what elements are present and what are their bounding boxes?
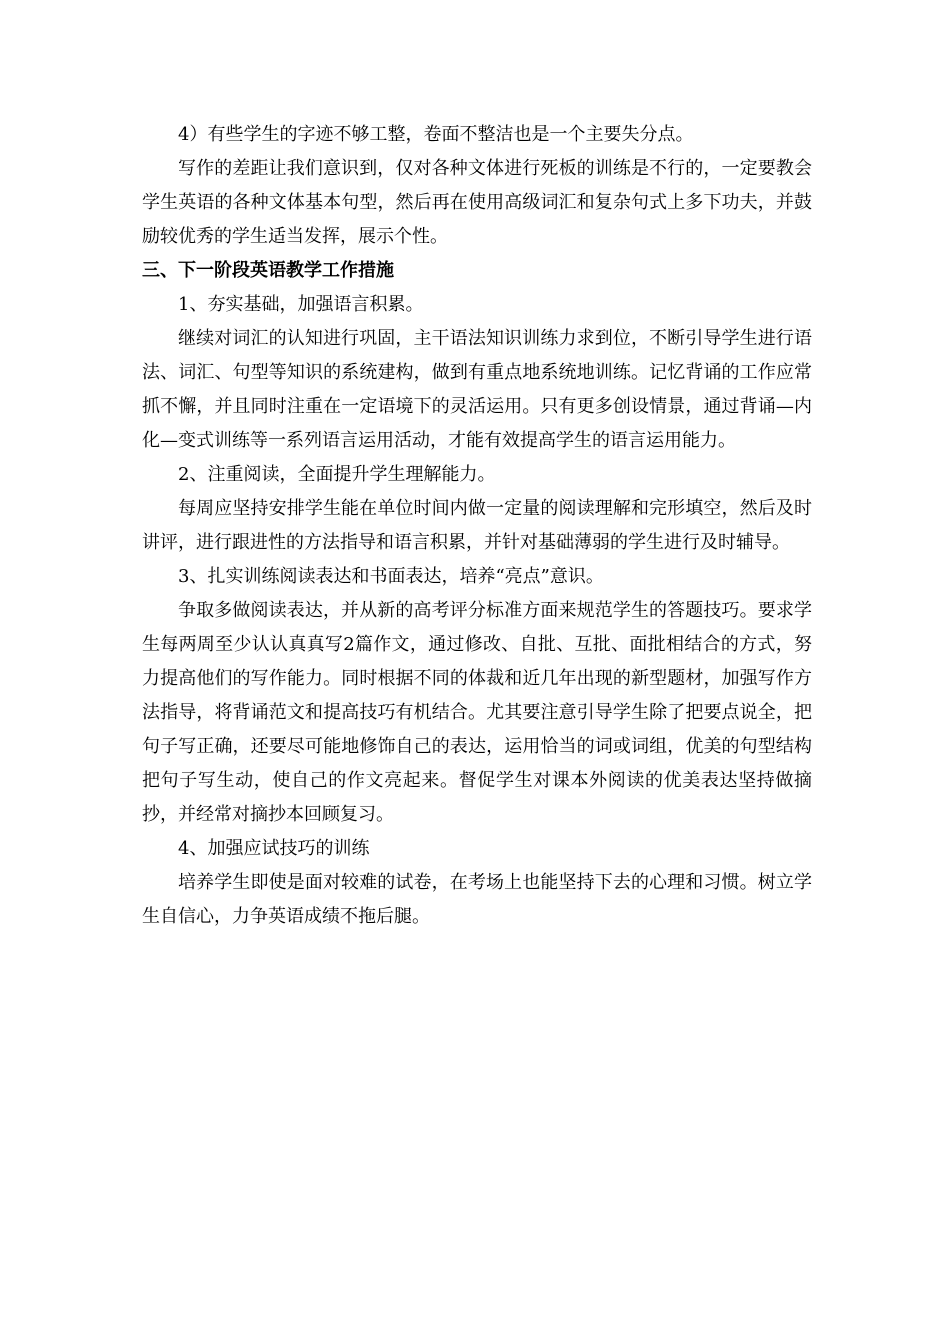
subheading-measure-4: 4、加强应试技巧的训练 bbox=[178, 838, 370, 859]
paragraph-measure-2-body: 每周应坚持安排学生能在单位时间内做一定量的阅读理解和完形填空，然后及时讲评，进行跟进性的方法指导和语言积累，并针对基础薄弱的学生进行及时辅导。 bbox=[142, 498, 812, 553]
paragraph-measure-3-body: 争取多做阅读表达，并从新的高考评分标准方面来规范学生的答题技巧。要求学生每两周至少认认真真写2篇作文，通过修改、自批、互批、面批相结合的方式，努力提高他们的写作能力。同时根据不同的体裁和近几年出现的新型题材，加强写作方法指导，将背诵范文和提高技巧有机结合。尤其要注意引导学生除了把要点说全，把句子写正确，还要尽可能地修饰自己的表达，运用恰当的词或词组，优美的句型结构把句子写生动，使自己的作文亮起来。督促学生对课本外阅读的优美表达坚持做摘抄，并经常对摘抄本回顾复习。 bbox=[142, 600, 812, 825]
subheading-measure-3: 3、扎实训练阅读表达和书面表达，培养“亮点”意识。 bbox=[178, 566, 604, 587]
section-heading-next-stage-measures: 三、下一阶段英语教学工作措施 bbox=[142, 260, 394, 281]
paragraph-measure-1-body: 继续对词汇的认知进行巩固，主干语法知识训练力求到位，不断引导学生进行语法、词汇、句型等知识的系统建构，做到有重点地系统地训练。记忆背诵的工作应常抓不懈，并且同时注重在一定语境下的灵活运用。只有更多创设情景，通过背诵—内化—变式训练等一系列语言运用活动，才能有效提高学生的语言运用能力。 bbox=[142, 328, 812, 451]
paragraph-writing-gap: 写作的差距让我们意识到，仅对各种文体进行死板的训练是不行的，一定要教会学生英语的各种文体基本句型，然后再在使用高级词汇和复杂句式上多下功夫，并鼓励较优秀的学生适当发挥，展示个性。 bbox=[142, 158, 812, 247]
subheading-measure-1: 1、夯实基础，加强语言积累。 bbox=[178, 294, 424, 315]
subheading-measure-2: 2、注重阅读，全面提升学生理解能力。 bbox=[178, 464, 496, 485]
document-body bbox=[142, 118, 812, 934]
paragraph-point-4: 4）有些学生的字迹不够工整，卷面不整洁也是一个主要失分点。 bbox=[178, 124, 694, 145]
paragraph-measure-4-body: 培养学生即使是面对较难的试卷，在考场上也能坚持下去的心理和习惯。树立学生自信心，力争英语成绩不拖后腿。 bbox=[142, 872, 812, 927]
